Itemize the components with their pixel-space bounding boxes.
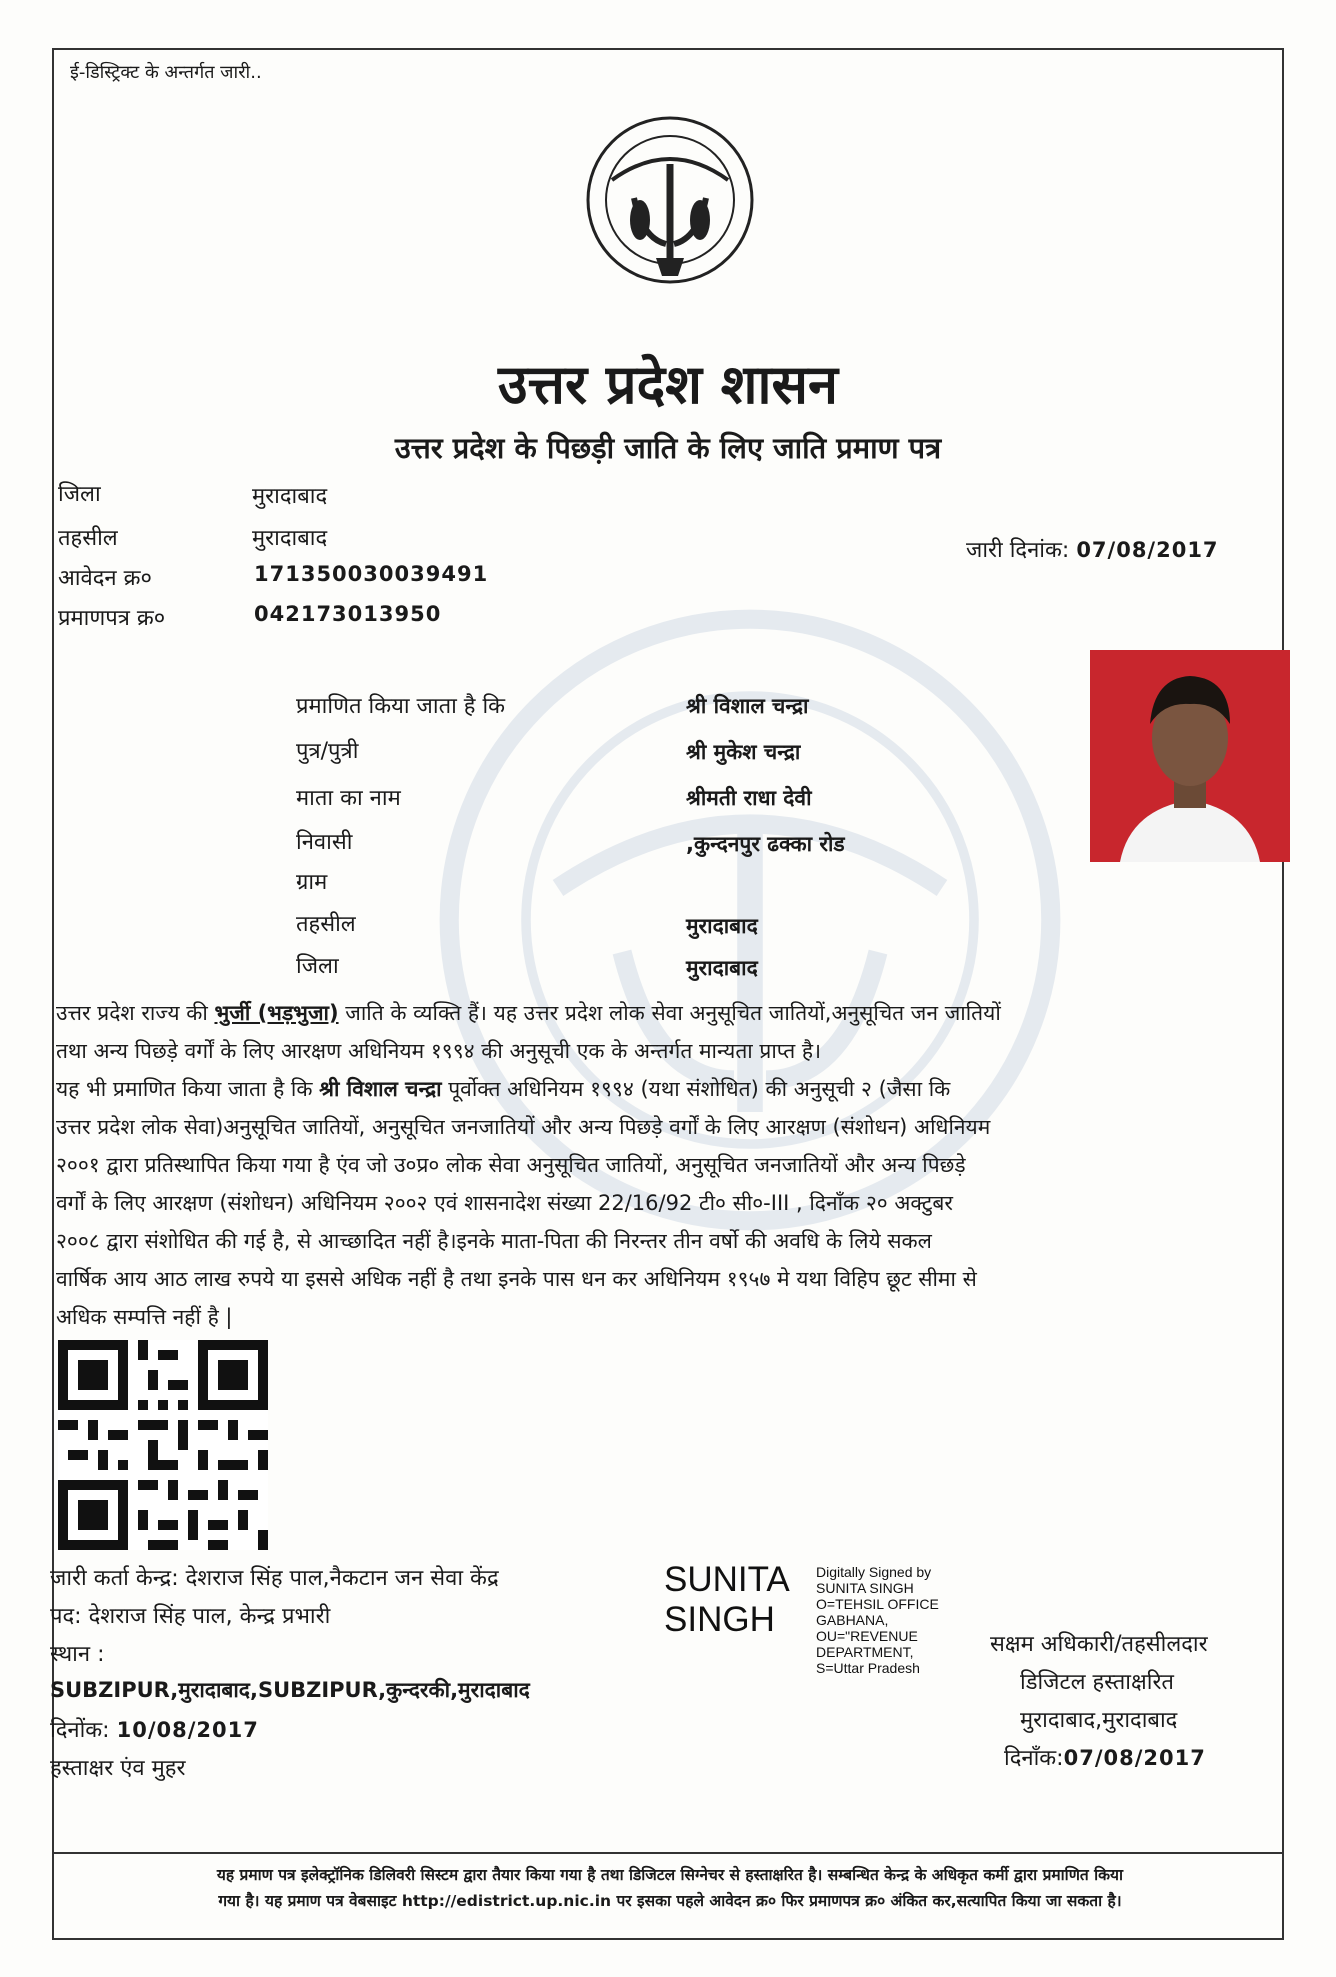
issue-date: [966, 534, 1219, 564]
authority-title: सक्षम अधिकारी/तहसीलदार: [990, 1632, 1208, 1657]
applicant-photo: [1090, 650, 1290, 862]
statement-line: वर्गों के लिए आरक्षण (संशोधन) अधिनियम २००२ एवं शासनादेश संख्या 22/16/92 टी० सी०-III , दिनाँक २० अक्टुबर: [56, 1191, 954, 1215]
qr-code: [58, 1340, 268, 1550]
statement-line: उत्तर प्रदेश लोक सेवा)अनुसूचित जातियों, अनुसूचित जनजातियों और अन्य पिछड़े वर्गों के लिए आरक्षण (संशोधन) अधिनियम: [56, 1115, 991, 1139]
issuer-post: पद: देशराज सिंह पाल, केन्द्र प्रभारी: [50, 1604, 331, 1629]
statement-line: उत्तर प्रदेश राज्य की भुर्जी (भड़भुजा) जाति के व्यक्ति हैं। यह उत्तर प्रदेश लोक सेवा अनुसूचित जातियों,अनुसूचित जन जातियों: [56, 1001, 1001, 1025]
details-label: तहसील: [296, 912, 356, 937]
issuer-center: जारी कर्ता केन्द्र: देशराज सिंह पाल,नैकटान जन सेवा केंद्र: [50, 1566, 499, 1591]
certificate-number-value: 042173013950: [254, 602, 442, 626]
footer-divider: [52, 1852, 1284, 1854]
issuer-date-label: दिनोंक:: [50, 1718, 110, 1743]
caste-statement: [56, 994, 1286, 1336]
statement-line: तथा अन्य पिछड़े वर्गों के लिए आरक्षण अधिनियम १९९४ की अनुसूची एक के अन्तर्गत मान्यता प्राप्त है।: [56, 1039, 822, 1063]
issuer-date: [50, 1714, 259, 1744]
statement-line: २००१ द्वारा प्रतिस्थापित किया गया है एंव जो उ०प्र० लोक सेवा अनुसूचित जातियों, अनुसूचित जनजातियों और अन्य पिछड़े: [56, 1153, 966, 1177]
district-detail-value: मुरादाबाद: [686, 956, 758, 980]
details-label: पुत्र/पुत्री: [296, 739, 359, 764]
residence-value: ,कुन्दनपुर ढक्का रोड: [686, 832, 845, 856]
authority-signed: डिजिटल हस्ताक्षरित: [1020, 1670, 1174, 1695]
edistrict-note: ई-डिस्ट्रिक्ट के अन्तर्गत जारी..: [70, 62, 262, 83]
details-label: निवासी: [296, 830, 353, 855]
footer-note: यह प्रमाण पत्र इलेक्ट्रॉनिक डिलिवरी सिस्टम द्वारा तैयार किया गया है तथा डिजिटल सिग्नेचर से हस्ताक्षरित है। सम्बन्धित केन्द्र के अधिकृत कर्मी द्वारा प्रमाणित किया गया है। यह प्रमाण पत्र वेबसाइट http://edistrict.up.nic.in पर इसका पहले आवेदन क्र० फिर प्रमाणपत्र क्र० अंकित कर,सत्यापित किया जा सकता है।: [216, 1866, 1124, 1910]
details-label: माता का नाम: [296, 786, 401, 811]
district-label: जिला: [58, 482, 101, 507]
application-value: 171350030039491: [254, 562, 489, 586]
place-label: स्थान :: [50, 1642, 105, 1667]
up-government-emblem-icon: [582, 108, 758, 308]
tehsil-label: तहसील: [58, 526, 118, 551]
applicant-name: श्री विशाल चन्द्रा: [686, 694, 809, 718]
tehsil-detail-value: मुरादाबाद: [686, 914, 758, 938]
district-value: मुरादाबाद: [252, 484, 328, 509]
issue-date-value: 07/08/2017: [1076, 538, 1219, 562]
signature-seal-label: हस्ताक्षर एंव मुहर: [50, 1756, 186, 1781]
details-label: प्रमाणित किया जाता है कि: [296, 694, 506, 719]
mother-name: श्रीमती राधा देवी: [686, 786, 812, 810]
digital-signature-name: SUNITA SINGH: [664, 1560, 790, 1639]
statement-line: यह भी प्रमाणित किया जाता है कि श्री विशाल चन्द्रा पूर्वोक्त अधिनियम १९९४ (यथा संशोधित) की अनुसूची २ (जैसा कि: [56, 1077, 951, 1101]
authority-date-value: 07/08/2017: [1063, 1746, 1206, 1770]
caste-name: भुर्जी (भड़भुजा): [214, 1001, 339, 1025]
digital-signature-details: Digitally Signed by SUNITA SINGH O=TEHSIL OFFICE GABHANA, OU="REVENUE DEPARTMENT, S=Uttar Pradesh: [816, 1564, 939, 1676]
authority-date-label: दिनाँक:: [1004, 1746, 1064, 1771]
authority-place: मुरादाबाद,मुरादाबाद: [1020, 1708, 1178, 1733]
details-label: ग्राम: [296, 870, 328, 895]
place-value: SUBZIPUR,मुरादाबाद,SUBZIPUR,कुन्दरकी,मुरादाबाद: [50, 1678, 530, 1702]
certificate-subtitle: उत्तर प्रदेश के पिछड़ी जाति के लिए जाति प्रमाण पत्र: [394, 431, 942, 465]
tehsil-value: मुरादाबाद: [252, 526, 328, 551]
father-name: श्री मुकेश चन्द्रा: [686, 740, 801, 764]
issue-date-label: जारी दिनांक:: [966, 538, 1070, 563]
issuer-date-value: 10/08/2017: [116, 1718, 259, 1742]
details-label: जिला: [296, 954, 339, 979]
page-title: उत्तर प्रदेश शासन: [498, 353, 838, 416]
application-label: आवेदन क्र०: [58, 566, 152, 591]
authority-date: [1004, 1742, 1206, 1772]
applicant-name-inline: श्री विशाल चन्द्रा: [319, 1077, 442, 1101]
statement-line: अधिक सम्पत्ति नहीं है |: [56, 1305, 233, 1329]
statement-line: वार्षिक आय आठ लाख रुपये या इससे अधिक नहीं है तथा इनके पास धन कर अधिनियम १९५७ मे यथा विहिप छूट सीमा से: [56, 1267, 977, 1291]
certificate-number-label: प्रमाणपत्र क्र०: [58, 606, 166, 631]
statement-line: २००८ द्वारा संशोधित की गई है, से आच्छादित नहीं है।इनके माता-पिता की निरन्तर तीन वर्षो की अवधि के लिये सकल: [56, 1229, 932, 1253]
